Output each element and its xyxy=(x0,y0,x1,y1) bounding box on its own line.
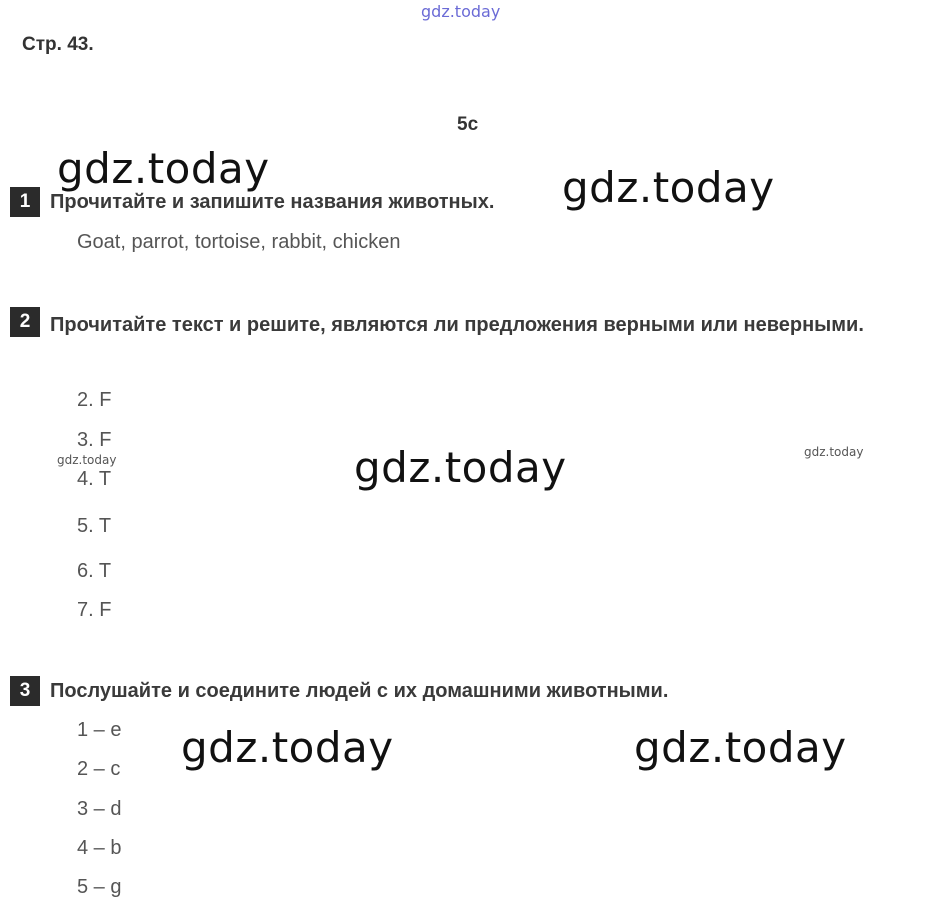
answer-line: 6. T xyxy=(77,560,112,582)
answer-line: 5 – g xyxy=(77,876,122,898)
watermark-small: gdz.today xyxy=(804,445,864,459)
watermark-small: gdz.today xyxy=(57,453,117,467)
answer-line: 2. F xyxy=(77,389,112,411)
task-title: Прочитайте и запишите названия животных. xyxy=(50,191,495,213)
task-number-badge xyxy=(10,676,40,706)
watermark: gdz.today xyxy=(181,723,394,772)
task-title: Послушайте и соедините людей с их домашними животными. xyxy=(50,680,669,702)
task-number: 1 xyxy=(19,191,31,212)
answer-line: 4 – b xyxy=(77,837,122,859)
page-reference: Стр. 43. xyxy=(22,34,94,55)
answer-line: 2 – c xyxy=(77,758,121,780)
watermark: gdz.today xyxy=(562,163,775,212)
answer-line: 3. F xyxy=(77,429,112,451)
answer-line: Goat, parrot, tortoise, rabbit, chicken xyxy=(77,231,401,253)
task-number-badge xyxy=(10,187,40,217)
lesson-heading: 5c xyxy=(457,114,479,135)
task-number-badge xyxy=(10,307,40,337)
watermark: gdz.today xyxy=(354,443,567,492)
task-title: Прочитайте текст и решите, являются ли предложения верными или неверными. xyxy=(50,314,864,336)
answer-line: 3 – d xyxy=(77,798,122,820)
watermark: gdz.today xyxy=(57,144,270,193)
task-number: 2 xyxy=(19,311,31,332)
watermark-top: gdz.today xyxy=(421,2,501,21)
task-number: 3 xyxy=(19,680,31,701)
answer-line: 1 – e xyxy=(77,719,122,741)
answer-line: 5. T xyxy=(77,515,112,537)
answer-line: 4. T xyxy=(77,468,112,490)
watermark: gdz.today xyxy=(634,723,847,772)
answer-line: 7. F xyxy=(77,599,112,621)
